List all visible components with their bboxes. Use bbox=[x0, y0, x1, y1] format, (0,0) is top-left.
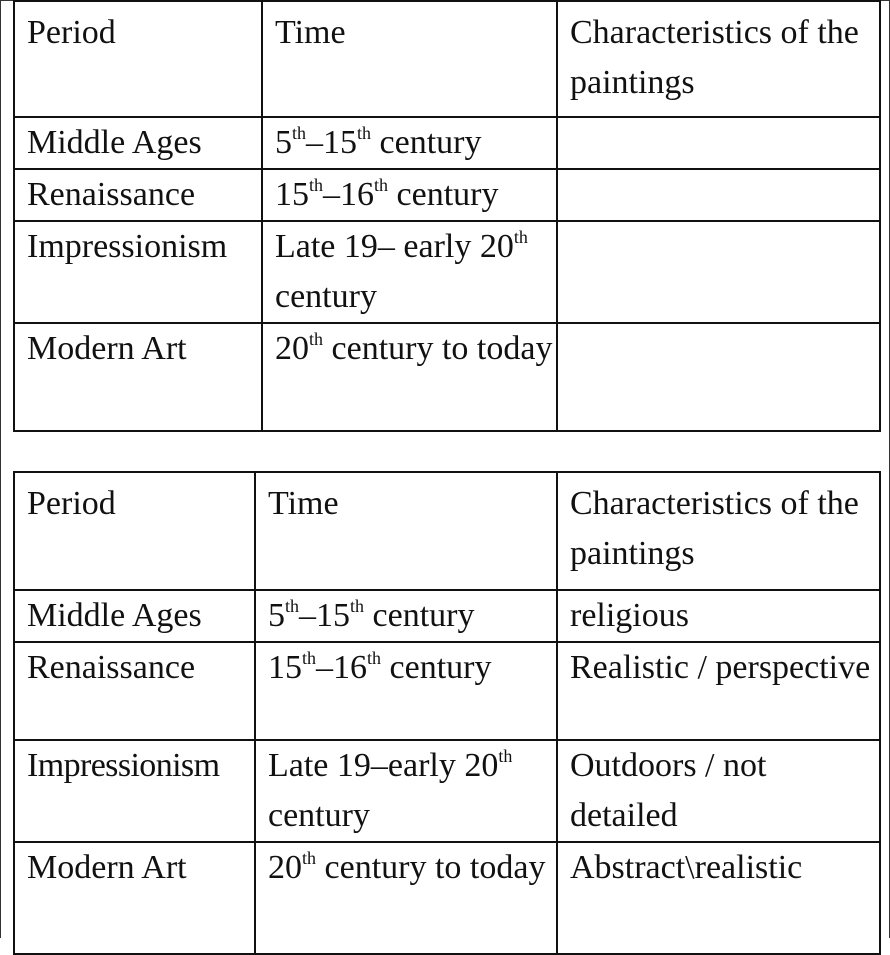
characteristics-cell[interactable] bbox=[557, 169, 880, 221]
header-characteristics: Characteristics of the paintings bbox=[557, 472, 880, 590]
characteristics-cell[interactable] bbox=[557, 221, 880, 323]
header-period: Period bbox=[14, 472, 255, 590]
time-cell: 15th–16th century bbox=[255, 642, 557, 740]
header-characteristics: Characteristics of the paintings bbox=[557, 1, 880, 117]
period-cell: Modern Art bbox=[14, 323, 262, 431]
period-cell: Renaissance bbox=[14, 642, 255, 740]
period-cell: Impressionism bbox=[14, 221, 262, 323]
table-row bbox=[14, 740, 880, 842]
table-row bbox=[14, 642, 880, 740]
table-row bbox=[14, 169, 880, 221]
characteristics-cell: religious bbox=[557, 590, 880, 642]
header-period: Period bbox=[14, 1, 262, 117]
characteristics-cell: Outdoors / not detailed bbox=[557, 740, 880, 842]
table-row bbox=[14, 221, 880, 323]
time-cell: 15th–16th century bbox=[262, 169, 557, 221]
table-row bbox=[14, 842, 880, 954]
time-cell: 5th–15th century bbox=[262, 117, 557, 169]
time-cell: Late 19–early 20th century bbox=[255, 740, 557, 842]
period-cell: Middle Ages bbox=[14, 117, 262, 169]
table-row bbox=[14, 117, 880, 169]
period-cell: Modern Art bbox=[14, 842, 255, 954]
periods-table-blank bbox=[13, 0, 881, 432]
time-cell: Late 19– early 20th century bbox=[262, 221, 557, 323]
period-cell: Middle Ages bbox=[14, 590, 255, 642]
header-row bbox=[14, 1, 880, 117]
header-row bbox=[14, 472, 880, 590]
time-cell: 20th century to today bbox=[255, 842, 557, 954]
table-row bbox=[14, 590, 880, 642]
characteristics-cell: Realistic / perspective bbox=[557, 642, 880, 740]
time-cell: 20th century to today bbox=[262, 323, 557, 431]
period-cell: Renaissance bbox=[14, 169, 262, 221]
characteristics-cell: Abstract\realistic bbox=[557, 842, 880, 954]
header-time: Time bbox=[262, 1, 557, 117]
characteristics-cell[interactable] bbox=[557, 323, 880, 431]
characteristics-cell[interactable] bbox=[557, 117, 880, 169]
header-time: Time bbox=[255, 472, 557, 590]
time-cell: 5th–15th century bbox=[255, 590, 557, 642]
table-row bbox=[14, 323, 880, 431]
periods-table-filled bbox=[13, 471, 881, 955]
period-cell: Impressionism bbox=[14, 740, 255, 842]
